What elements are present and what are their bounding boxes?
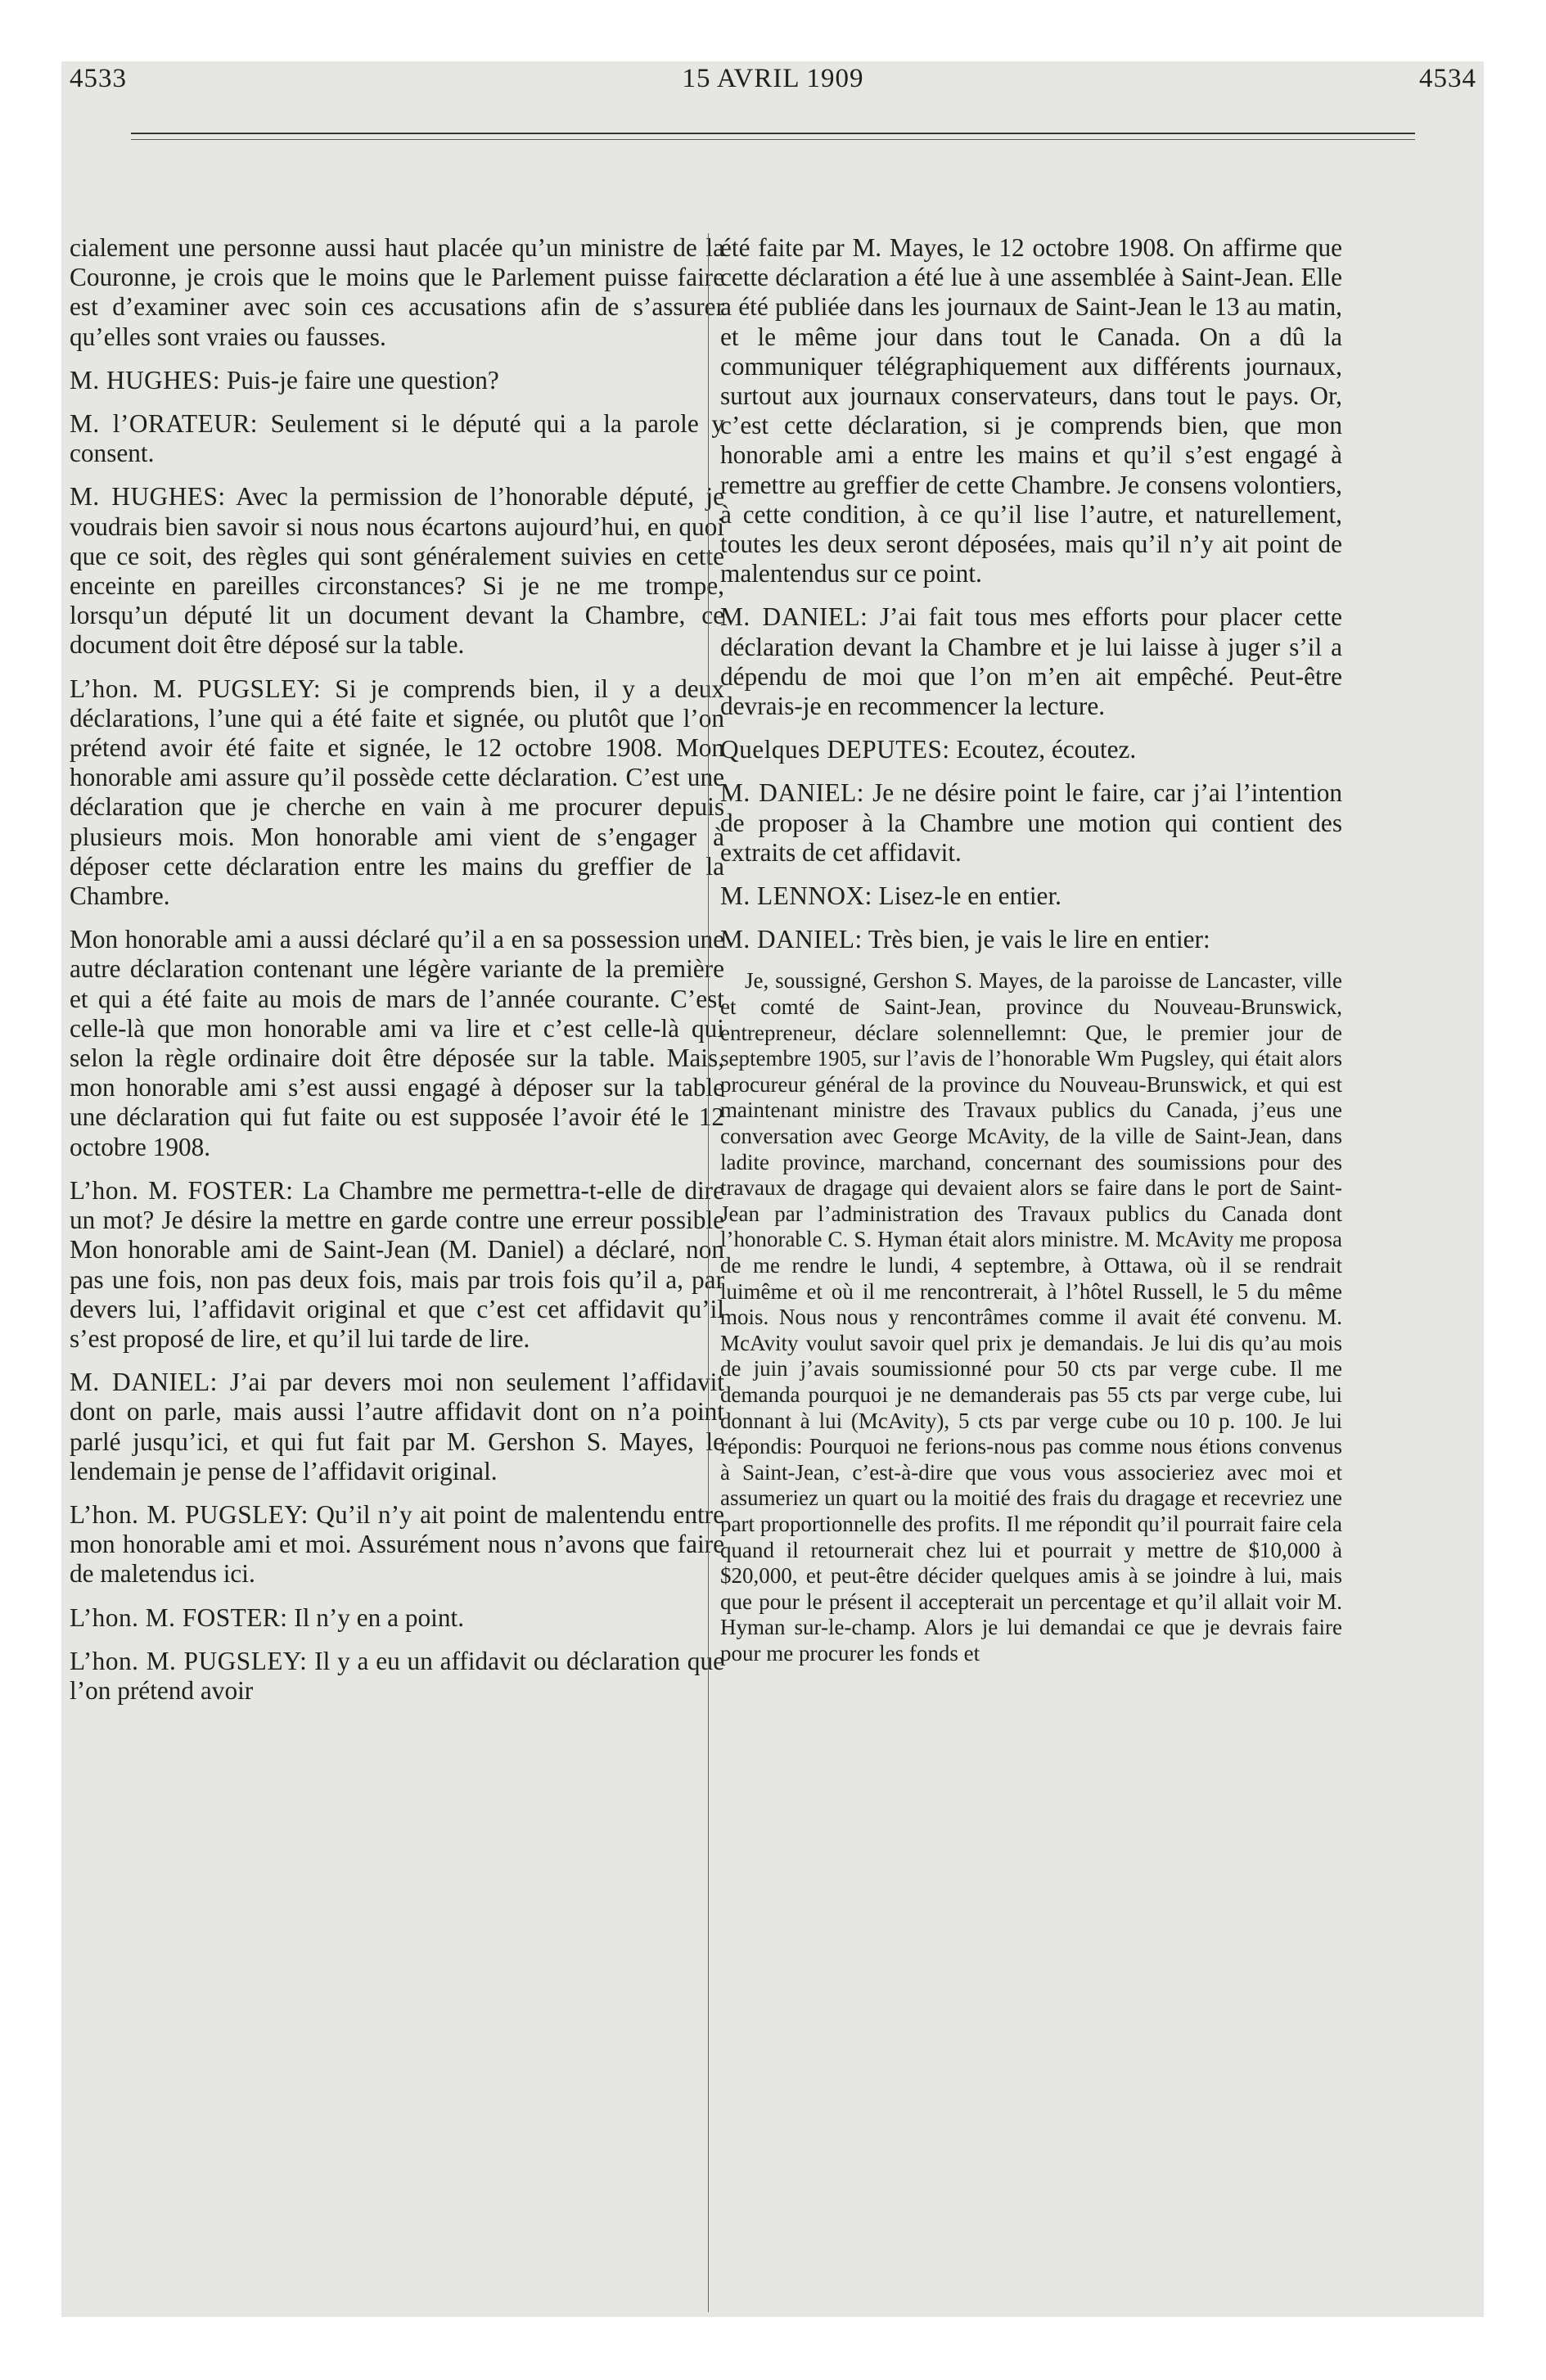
left-column (70, 233, 724, 1720)
right-column (720, 233, 1342, 1681)
paragraph (720, 881, 1342, 911)
paragraph-text: cialement une personne aussi haut placée qu’un ministre de la Couronne, je crois que le moins que le Parlement puisse faire est d’examiner avec soin ces accusations afin de s’assurer qu’elles sont vraies ou fausses. (70, 233, 724, 351)
paragraph-text: Je ne désire point le faire, car j’ai l’intention de proposer à la Chambre une motion qui contient des extraits de cet affidavit. (720, 778, 1343, 867)
speaker-name: Quelques DEPUTES: (720, 735, 950, 764)
paragraph (70, 409, 724, 468)
paragraph (70, 1647, 724, 1706)
page-date: 15 AVRIL 1909 (682, 64, 864, 93)
paragraph (70, 1176, 724, 1354)
paragraph-text: été faite par M. Mayes, le 12 octobre 1908. On affirme que cette déclaration a été lue à une assemblée à Saint-Jean. Elle a été publiée dans les journaux de Saint-Jean le 13 au matin, et le même jour dans tout le Canada. On a dû la communiquer télégraphiquement aux différents journaux, surtout aux journaux conservateurs, dans tout le pays. Or, c’est cette déclaration, si je comprends bien, que mon honorable ami a entre les mains et qu’il s’est engagé à remettre au greffier de cette Chambre. Je consens volontiers, à cette condition, à ce qu’il lise l’autre, et naturellement, toutes les deux seront déposées, mais qu’il n’y ait point de malentendus sur ce point. (720, 233, 1342, 588)
paragraph-text: Si je comprends bien, il y a deux déclarations, l’une qui a été faite et signée, ou plutôt que l’on prétend avoir été faite et signée, le 12 octobre 1908. Mon honorable ami assure qu’il possède cette déclaration. C’est une déclaration que je cherche en vain à me procurer depuis plusieurs mois. Mon honorable ami vient de s’engager à déposer cette déclaration entre les mains du greffier de la Chambre. (70, 674, 724, 911)
paragraph (70, 1368, 724, 1486)
paragraph-text: Il y a eu un affidavit ou déclaration que l’on prétend avoir (70, 1646, 724, 1705)
speaker-name: M. DANIEL: (720, 778, 864, 808)
paragraph-text: J’ai par devers moi non seulement l’affidavit dont on parle, mais aussi l’autre affidavit dont on n’a point parlé jusqu’ici, et qui fut fait par M. Gershon S. Mayes, le lendemain je pense de l’affidavit original. (70, 1368, 724, 1485)
paragraph (70, 1500, 724, 1589)
paragraph-text: Mon honorable ami a aussi déclaré qu’il a en sa possession une autre déclaration contenant une légère variante de la première et qui a été faite au mois de mars de l’année courante. C’est celle-là que mon honorable ami va lire et c’est celle-là qui selon la règle ordinaire doit être déposée sur la table. Mais, mon honorable ami s’est aussi engagé à déposer sur la table une déclaration qui fut faite ou est supposée l’avoir été le 12 octobre 1908. (70, 925, 724, 1161)
paragraph (720, 778, 1342, 868)
speaker-name: M. LENNOX: (720, 881, 872, 911)
speaker-name: M. HUGHES: (70, 482, 226, 512)
paragraph (720, 602, 1342, 721)
speaker-name: L’hon. M. PUGSLEY: (70, 1646, 308, 1675)
paragraph (720, 735, 1342, 764)
speaker-name: M. HUGHES: (70, 365, 221, 394)
paragraph-text: Ecoutez, écoutez. (956, 735, 1137, 764)
page-number-right: 4534 (1419, 64, 1476, 93)
speaker-name: M. DANIEL: (720, 602, 868, 632)
paragraph (70, 1603, 724, 1633)
paragraph-text: Avec la permission de l’honorable député, je voudrais bien savoir si nous nous écartons aujourd’hui, en quoi que ce soit, des règles qui sont généralement suivies en cette enceinte en pareilles circonstances? Si je ne me trompe, lorsqu’un député lit un document devant la Chambre, ce document doit être déposé sur la table. (70, 482, 724, 660)
header-rule (131, 133, 1415, 134)
paragraph-text: Il n’y en a point. (294, 1602, 465, 1632)
paragraph (70, 366, 724, 395)
speaker-name: L’hon. M. PUGSLEY: (70, 1499, 309, 1529)
speaker-name: L’hon. M. PUGSLEY: (70, 674, 322, 703)
speaker-name: M. DANIEL: (70, 1368, 218, 1397)
paragraph (720, 233, 1342, 588)
paragraph (70, 233, 724, 352)
paragraph (70, 925, 724, 1162)
paragraph-text: La Chambre me permettra-t-elle de dire un mot? Je désire la mettre en garde contre une erreur possible Mon honorable ami de Saint-Jean (M. Daniel) a déclaré, non pas une fois, non pas deux fois, mais par trois fois qu’il a, par devers lui, l’affidavit original et que c’est cet affidavit qu’il s’est proposé de lire, et qu’il lui tarde de lire. (70, 1175, 724, 1353)
paragraph (720, 925, 1342, 954)
speaker-name: L’hon. M. FOSTER: (70, 1175, 294, 1205)
header-rule-thin (131, 139, 1415, 140)
paragraph-text: Puis-je faire une question? (226, 365, 499, 394)
speaker-name: L’hon. M. FOSTER: (70, 1602, 288, 1632)
paragraph-text: Qu’il n’y ait point de malentendu entre mon honorable ami et moi. Assurément nous n’avons que faire de maletendus ici. (70, 1499, 724, 1589)
column-divider (708, 233, 709, 2312)
paragraph-text: Très bien, je vais le lire en entier: (868, 925, 1210, 954)
affidavit-quote: Je, soussigné, Gershon S. Mayes, de la paroisse de Lancaster, ville et comté de Saint-Jean, province du Nouveau-Brunswick, entrepreneur, déclare solennellemnt: Que, le premier jour de septembre 1905, sur l’avis de l’honorable Wm Pugsley, qui était alors procureur général de la province du Nouveau-Brunswick, et qui est maintenant ministre des Travaux publics du Canada, j’eus une conversation avec George McAvity, de la ville de Saint-Jean, dans ladite province, marchand, concernant des soumissions pour des travaux de dragage qui devaient alors se faire dans le port de Saint-Jean par l’administration des Travaux publics du Canada dont l’honorable C. S. Hyman était alors ministre. M. McAvity me proposa de me rendre le lundi, 4 septembre, à Ottawa, où il se rendrait luimême et où il me rencontrerait, à l’hôtel Russell, le 5 du même mois. Nous nous y rencontrâmes comme il avait été convenu. M. McAvity voulut savoir quel prix je demandais. Je lui dis qu’au mois de juin j’avais soumissionné pour 50 cts par verge cube. Il me demanda pourquoi je ne demanderais pas 55 cts par verge cube, lui donnant à lui (McAvity), 5 cts par verge cube ou 10 p. 100. Je lui répondis: Pourquoi ne ferions-nous pas comme nous étions convenus à Saint-Jean, c’est-à-dire que vous vous associeriez avec moi et assumeriez un quart ou la moitié des frais du dragage et recevriez une part proportionnelle des profits. Il me répondit qu’il pourrait faire cela quand il retournerait chez lui et pourrait y mettre de $10,000 à $20,000, et peut-être décider quelques amis à se joindre à lui, mais que pour le présent il accepterait un percentage et qu’il allait voir M. Hyman sur-le-champ. Alors je lui demandai ce que je devrais faire pour me procurer les fonds et (720, 968, 1342, 1666)
speaker-name: M. l’ORATEUR: (70, 409, 258, 439)
page-number-left: 4533 (70, 64, 127, 93)
paragraph-text: Lisez-le en entier. (878, 881, 1061, 911)
speaker-name: M. DANIEL: (720, 925, 863, 954)
paragraph (70, 674, 724, 912)
paragraph-text: J’ai fait tous mes efforts pour placer cette déclaration devant la Chambre et je lui laisse à juger s’il a dépendu de moi que l’on m’en ait empêché. Peut-être devrais-je en recommencer la lecture. (720, 602, 1343, 721)
paragraph (70, 482, 724, 660)
paragraph-text: Seulement si le député qui a la parole y consent. (70, 409, 725, 468)
